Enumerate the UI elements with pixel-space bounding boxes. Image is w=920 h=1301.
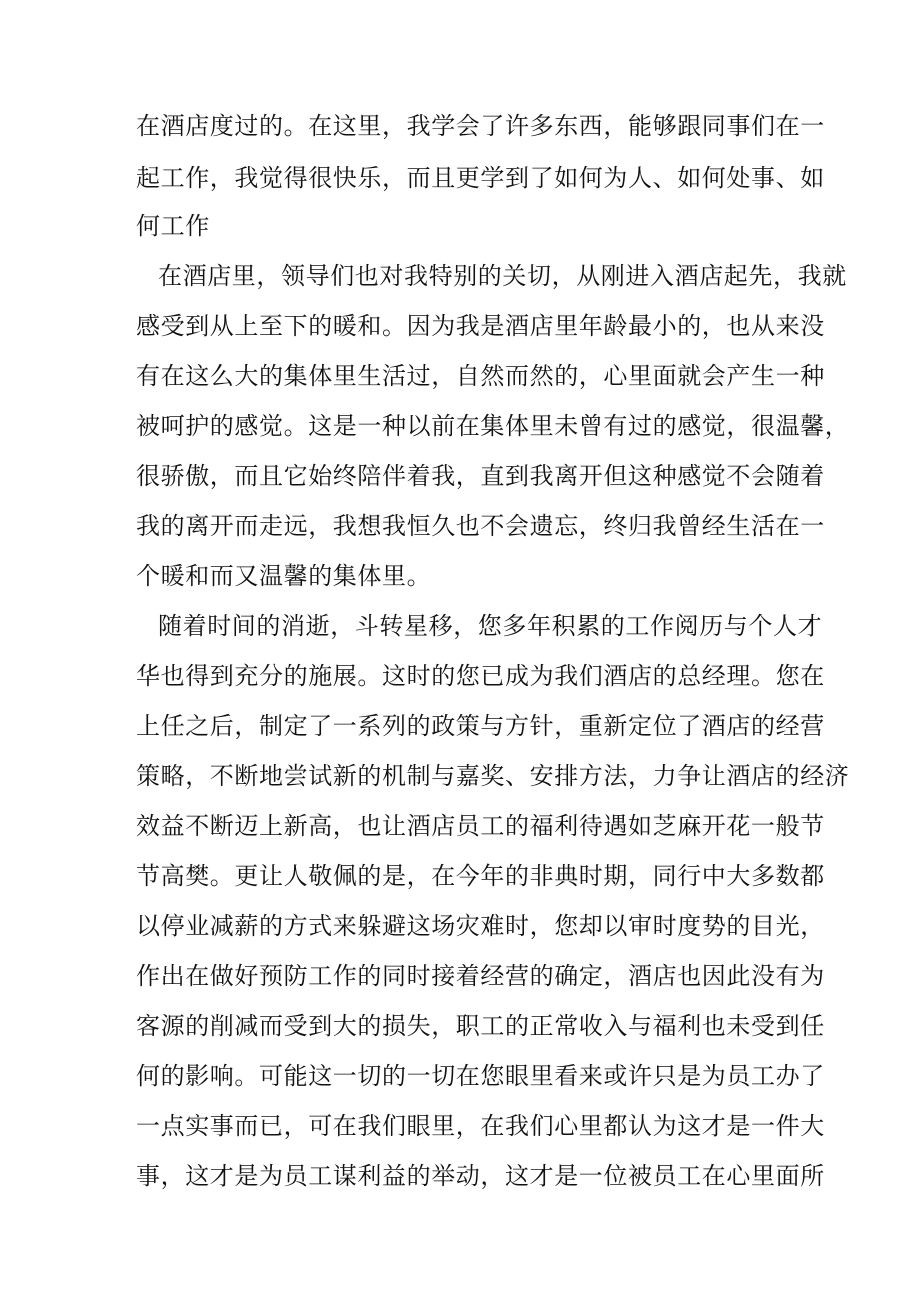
text-line: 效益不断迈上新高，也让酒店员工的福利待遇如芝麻开花一般节 (136, 812, 825, 840)
text-line: 以停业减薪的方式来躲避这场灾难时，您却以审时度势的目光， (136, 912, 825, 940)
text-line: 作出在做好预防工作的同时接着经营的确定，酒店也因此没有为 (136, 962, 825, 990)
text-line: 何的影响。可能这一切的一切在您眼里看来或许只是为员工办了 (136, 1062, 825, 1090)
text-line: 客源的削减而受到大的损失，职工的正常收入与福利也未受到任 (136, 1012, 825, 1040)
text-line: 何工作 (136, 212, 210, 240)
text-line: 事，这才是为员工谋利益的举动，这才是一位被员工在心里面所 (136, 1162, 825, 1190)
text-line: 在酒店度过的。在这里，我学会了许多东西，能够跟同事们在一 (136, 112, 825, 140)
text-line: 华也得到充分的施展。这时的您已成为我们酒店的总经理。您在 (136, 662, 825, 690)
paragraph-start-line: 随着时间的消逝，斗转星移，您多年积累的工作阅历与个人才 (158, 612, 823, 640)
text-line: 个暖和而又温馨的集体里。 (136, 562, 432, 590)
text-line: 起工作，我觉得很快乐，而且更学到了如何为人、如何处事、如 (136, 164, 825, 192)
text-line: 上任之后，制定了一系列的政策与方针，重新定位了酒店的经营 (136, 712, 825, 740)
text-line: 被呵护的感觉。这是一种以前在集体里未曾有过的感觉，很温馨， (136, 412, 850, 440)
text-line: 感受到从上至下的暖和。因为我是酒店里年龄最小的，也从来没 (136, 312, 825, 340)
text-line: 有在这么大的集体里生活过，自然而然的，心里面就会产生一种 (136, 362, 825, 390)
paragraph-start-line: 在酒店里，领导们也对我特别的关切，从刚进入酒店起先，我就 (158, 262, 847, 290)
text-line: 一点实事而已，可在我们眼里，在我们心里都认为这才是一件大 (136, 1112, 825, 1140)
text-line: 很骄傲，而且它始终陪伴着我，直到我离开但这种感觉不会随着 (136, 462, 825, 490)
text-line: 我的离开而走远，我想我恒久也不会遗忘，终归我曾经生活在一 (136, 512, 825, 540)
text-line: 节高樊。更让人敬佩的是，在今年的非典时期，同行中大多数都 (136, 862, 825, 890)
text-line: 策略，不断地尝试新的机制与嘉奖、安排方法，力争让酒店的经济 (136, 762, 850, 790)
